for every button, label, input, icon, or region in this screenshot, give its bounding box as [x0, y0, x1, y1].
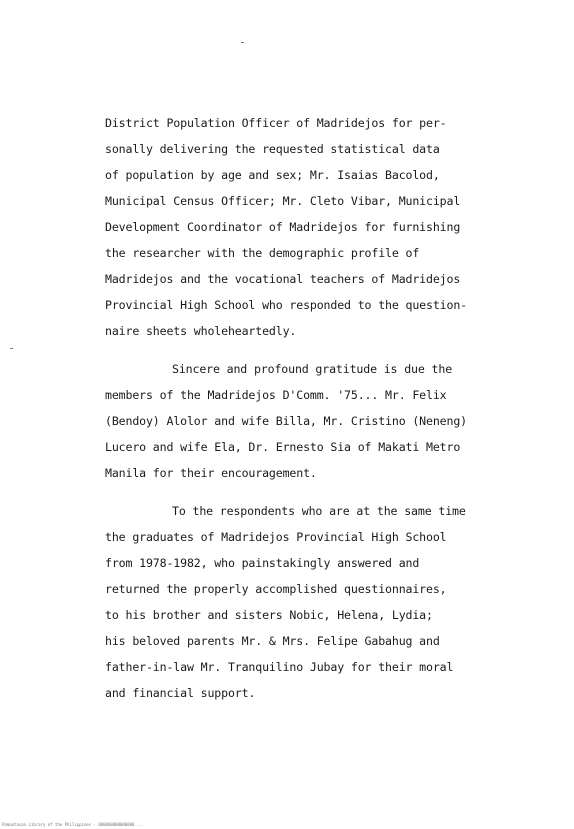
- text-line: Provincial High School who responded to the question-: [105, 298, 467, 312]
- text-line: District Population Officer of Madridejos for per-: [105, 116, 447, 130]
- left-margin-mark: [10, 348, 13, 349]
- text-line: and financial support.: [105, 686, 256, 700]
- text-line: Manila for their encouragement.: [105, 466, 317, 480]
- text-line: of population by age and sex; Mr. Isaias Bacolod,: [105, 168, 440, 182]
- text-line: (Bendoy) Alolor and wife Billa, Mr. Cristino (Neneng): [105, 414, 467, 428]
- text-line: To the respondents who are at the same time: [172, 504, 466, 518]
- text-line: father-in-law Mr. Tranquilino Jubay for their moral: [105, 660, 454, 674]
- text-line: Madridejos and the vocational teachers of Madridejos: [105, 272, 461, 286]
- text-line: members of the Madridejos D'Comm. '75... Mr. Felix: [105, 388, 447, 402]
- text-line: returned the properly accomplished questionnaires,: [105, 582, 447, 596]
- text-line: the researcher with the demographic profile of: [105, 246, 420, 260]
- text-line: his beloved parents Mr. & Mrs. Felipe Gabahug and: [105, 634, 440, 648]
- text-line: Municipal Census Officer; Mr. Cleto Vibar, Municipal: [105, 194, 461, 208]
- text-line: from 1978-1982, who painstakingly answered and: [105, 556, 420, 570]
- text-line: the graduates of Madridejos Provincial High School: [105, 530, 447, 544]
- text-line: to his brother and sisters Nobic, Helena, Lydia;: [105, 608, 433, 622]
- footer-stamp: Pamantasan Library of the Philippines · 000000000000000 ...: [2, 822, 145, 827]
- top-mark: [241, 42, 244, 43]
- text-line: sonally delivering the requested statistical data: [105, 142, 440, 156]
- text-line: naire sheets wholeheartedly.: [105, 324, 297, 338]
- text-line: Sincere and profound gratitude is due the: [172, 362, 453, 376]
- text-line: Development Coordinator of Madridejos for furnishing: [105, 220, 461, 234]
- text-line: Lucero and wife Ela, Dr. Ernesto Sia of Makati Metro: [105, 440, 461, 454]
